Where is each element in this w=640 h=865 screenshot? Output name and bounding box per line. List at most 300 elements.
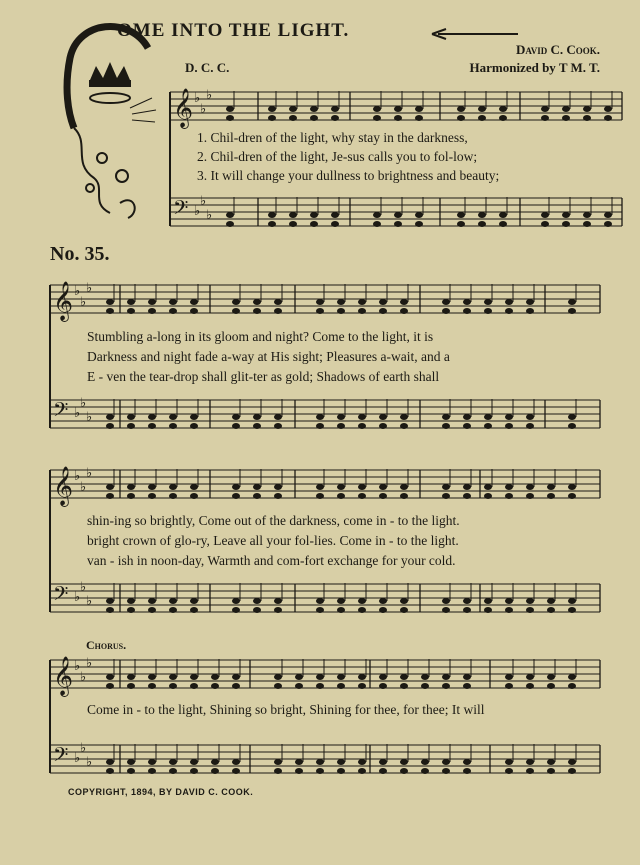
note-head (505, 299, 513, 305)
note-head (400, 299, 408, 305)
flat-icon: ♭ (86, 465, 93, 480)
note-head (316, 598, 324, 604)
note-head (289, 115, 297, 121)
note-head (190, 598, 198, 604)
flat-icon: ♭ (80, 669, 87, 684)
note-head (232, 414, 240, 420)
note-head (463, 683, 471, 689)
note-head (337, 768, 345, 774)
note-head (505, 683, 513, 689)
note-head (568, 607, 576, 613)
note-head (316, 768, 324, 774)
note-head (106, 598, 114, 604)
note-head (274, 423, 282, 429)
note-head (400, 493, 408, 499)
flat-icon: ♭ (74, 658, 81, 673)
note-head (463, 768, 471, 774)
note-head (274, 414, 282, 420)
lyric-line: Come in - to the light, Shining so bright, Shining for thee, for thee; It will (87, 702, 485, 717)
note-head (562, 221, 570, 227)
note-head (310, 212, 318, 218)
note-head (526, 607, 534, 613)
note-head (106, 484, 114, 490)
note-head (190, 759, 198, 765)
note-head (499, 106, 507, 112)
note-head (526, 423, 534, 429)
note-head (253, 493, 261, 499)
note-head (190, 768, 198, 774)
note-head (190, 299, 198, 305)
note-head (421, 683, 429, 689)
note-head (337, 607, 345, 613)
note-head (148, 493, 156, 499)
flat-icon: ♭ (86, 280, 93, 295)
note-head (310, 115, 318, 121)
note-head (484, 414, 492, 420)
note-head (169, 674, 177, 680)
note-head (148, 759, 156, 765)
bass-clef-icon: 𝄢 (173, 198, 189, 224)
bass-clef-icon: 𝄢 (53, 745, 69, 771)
note-head (505, 484, 513, 490)
flat-icon: ♭ (86, 409, 93, 424)
note-head (274, 683, 282, 689)
note-head (484, 308, 492, 314)
note-head (190, 414, 198, 420)
note-head (211, 683, 219, 689)
note-head (478, 221, 486, 227)
note-head (331, 115, 339, 121)
note-head (211, 759, 219, 765)
note-head (295, 674, 303, 680)
note-head (568, 683, 576, 689)
note-head (526, 598, 534, 604)
system-1-lyrics (197, 128, 499, 185)
flat-icon: ♭ (206, 87, 213, 102)
note-head (232, 759, 240, 765)
note-head (106, 683, 114, 689)
note-head (379, 414, 387, 420)
note-head (568, 493, 576, 499)
note-head (562, 115, 570, 121)
note-head (505, 414, 513, 420)
note-head (358, 683, 366, 689)
note-head (169, 299, 177, 305)
note-head (547, 768, 555, 774)
note-head (169, 683, 177, 689)
note-head (358, 414, 366, 420)
note-head (148, 299, 156, 305)
note-head (127, 414, 135, 420)
note-head (268, 115, 276, 121)
note-head (358, 423, 366, 429)
lyric-line: E - ven the tear-drop shall glit-ter as gold; Shadows of earth shall (87, 369, 440, 384)
note-head (526, 299, 534, 305)
note-head (169, 768, 177, 774)
hymn-title: OME INTO THE LIGHT. (117, 20, 350, 41)
note-head (394, 221, 402, 227)
note-head (400, 308, 408, 314)
note-head (400, 607, 408, 613)
note-head (463, 607, 471, 613)
note-head (541, 212, 549, 218)
note-head (190, 493, 198, 499)
note-head (358, 768, 366, 774)
note-head (457, 212, 465, 218)
note-head (169, 308, 177, 314)
hymn-initials: D. C. C. (185, 60, 230, 75)
note-head (127, 683, 135, 689)
note-head (484, 423, 492, 429)
note-head (373, 115, 381, 121)
note-head (442, 598, 450, 604)
note-head (106, 299, 114, 305)
note-head (316, 674, 324, 680)
note-head (463, 299, 471, 305)
note-head (400, 414, 408, 420)
note-head (274, 607, 282, 613)
bass-clef-icon: 𝄢 (53, 400, 69, 426)
lyric-line: shin-ing so brightly, Come out of the darkness, come in - to the light. (87, 513, 460, 528)
note-head (457, 115, 465, 121)
note-head (127, 493, 135, 499)
note-head (106, 768, 114, 774)
system-2-lyrics (87, 327, 450, 387)
note-head (358, 299, 366, 305)
note-head (547, 484, 555, 490)
note-head (568, 414, 576, 420)
note-head (232, 607, 240, 613)
note-head (499, 221, 507, 227)
note-head (337, 674, 345, 680)
note-head (295, 683, 303, 689)
treble-clef-icon: 𝄞 (173, 90, 194, 127)
note-head (415, 106, 423, 112)
note-head (457, 106, 465, 112)
note-head (226, 212, 234, 218)
note-head (274, 484, 282, 490)
note-head (295, 759, 303, 765)
note-head (526, 414, 534, 420)
note-head (505, 493, 513, 499)
note-head (373, 221, 381, 227)
note-head (442, 607, 450, 613)
note-head (106, 423, 114, 429)
note-head (526, 493, 534, 499)
note-head (106, 493, 114, 499)
note-head (484, 484, 492, 490)
note-head (583, 212, 591, 218)
note-head (583, 115, 591, 121)
lyric-line: Stumbling a-long in its gloom and night? Come to the light, it is (87, 329, 434, 344)
flat-icon: ♭ (194, 90, 201, 105)
note-head (253, 414, 261, 420)
note-head (379, 299, 387, 305)
note-head (190, 683, 198, 689)
note-head (505, 768, 513, 774)
system-4-lyrics (87, 700, 484, 720)
lyric-line: 3. It will change your dullness to brightness and beauty; (197, 168, 500, 183)
flat-icon: ♭ (80, 294, 87, 309)
note-head (127, 299, 135, 305)
note-head (127, 484, 135, 490)
note-head (337, 493, 345, 499)
note-head (505, 759, 513, 765)
note-head (169, 484, 177, 490)
note-head (400, 484, 408, 490)
note-head (169, 414, 177, 420)
note-head (400, 759, 408, 765)
note-head (415, 212, 423, 218)
flat-icon: ♭ (80, 740, 87, 755)
note-head (379, 423, 387, 429)
note-head (379, 768, 387, 774)
note-head (316, 414, 324, 420)
note-head (394, 212, 402, 218)
note-head (526, 484, 534, 490)
note-head (358, 674, 366, 680)
lyric-line: van - ish in noon-day, Warmth and com-fort exchange for your cold. (87, 553, 456, 568)
note-head (316, 308, 324, 314)
note-head (484, 299, 492, 305)
note-head (331, 221, 339, 227)
note-head (478, 106, 486, 112)
note-head (457, 221, 465, 227)
flat-icon: ♭ (74, 589, 81, 604)
note-head (373, 212, 381, 218)
note-head (562, 212, 570, 218)
note-head (253, 598, 261, 604)
note-head (379, 308, 387, 314)
note-head (442, 683, 450, 689)
note-head (295, 768, 303, 774)
note-head (484, 493, 492, 499)
note-head (211, 768, 219, 774)
note-head (484, 607, 492, 613)
note-head (526, 308, 534, 314)
flat-icon: ♭ (200, 101, 207, 116)
note-head (190, 308, 198, 314)
note-head (379, 674, 387, 680)
note-head (232, 768, 240, 774)
note-head (106, 414, 114, 420)
note-head (358, 308, 366, 314)
note-head (316, 423, 324, 429)
note-head (274, 493, 282, 499)
note-head (226, 115, 234, 121)
note-head (547, 683, 555, 689)
note-head (604, 115, 612, 121)
note-head (232, 299, 240, 305)
flat-icon: ♭ (74, 283, 81, 298)
note-head (568, 759, 576, 765)
note-head (169, 607, 177, 613)
note-head (148, 674, 156, 680)
note-head (568, 308, 576, 314)
note-head (358, 607, 366, 613)
note-head (568, 423, 576, 429)
note-head (505, 308, 513, 314)
note-head (400, 674, 408, 680)
note-head (394, 106, 402, 112)
note-head (148, 598, 156, 604)
flat-icon: ♭ (80, 395, 87, 410)
note-head (541, 115, 549, 121)
note-head (400, 423, 408, 429)
note-head (316, 683, 324, 689)
note-head (442, 308, 450, 314)
note-head (226, 106, 234, 112)
note-head (274, 759, 282, 765)
treble-clef-icon: 𝄞 (53, 468, 74, 505)
flat-icon: ♭ (74, 468, 81, 483)
lyric-line: Darkness and night fade a-way at His sight; Pleasures a-wait, and a (87, 349, 450, 364)
note-head (106, 674, 114, 680)
note-head (400, 683, 408, 689)
note-head (568, 299, 576, 305)
note-head (463, 759, 471, 765)
note-head (337, 759, 345, 765)
flat-icon: ♭ (194, 203, 201, 218)
note-head (331, 106, 339, 112)
note-head (526, 674, 534, 680)
flat-icon: ♭ (74, 405, 81, 420)
note-head (274, 674, 282, 680)
note-head (337, 299, 345, 305)
note-head (316, 759, 324, 765)
note-head (232, 598, 240, 604)
note-head (442, 484, 450, 490)
note-head (289, 212, 297, 218)
note-head (289, 221, 297, 227)
note-head (421, 674, 429, 680)
note-head (190, 423, 198, 429)
note-head (274, 308, 282, 314)
note-head (148, 683, 156, 689)
note-head (562, 106, 570, 112)
treble-clef-icon: 𝄞 (53, 658, 74, 695)
note-head (274, 598, 282, 604)
note-head (316, 493, 324, 499)
note-head (232, 423, 240, 429)
note-head (253, 423, 261, 429)
note-head (568, 598, 576, 604)
flat-icon: ♭ (200, 193, 207, 208)
note-head (253, 607, 261, 613)
flat-icon: ♭ (86, 593, 93, 608)
note-head (379, 607, 387, 613)
note-head (310, 106, 318, 112)
note-head (547, 598, 555, 604)
note-head (379, 484, 387, 490)
system-3-lyrics (87, 511, 460, 571)
note-head (478, 212, 486, 218)
note-head (232, 493, 240, 499)
note-head (541, 106, 549, 112)
note-head (316, 607, 324, 613)
flat-icon: ♭ (86, 655, 93, 670)
note-head (127, 607, 135, 613)
note-head (268, 221, 276, 227)
copyright-notice: COPYRIGHT, 1894, BY DAVID C. COOK. (68, 787, 254, 797)
note-head (442, 414, 450, 420)
note-head (442, 423, 450, 429)
flat-icon: ♭ (80, 579, 87, 594)
note-head (526, 768, 534, 774)
note-head (463, 493, 471, 499)
note-head (604, 212, 612, 218)
note-head (232, 674, 240, 680)
note-head (337, 308, 345, 314)
note-head (526, 759, 534, 765)
note-head (148, 423, 156, 429)
note-head (268, 212, 276, 218)
note-head (442, 768, 450, 774)
note-head (415, 115, 423, 121)
lyric-line: 2. Chil-dren of the light, Je-sus calls you to fol-low; (197, 149, 478, 164)
note-head (268, 106, 276, 112)
flat-icon: ♭ (206, 207, 213, 222)
note-head (106, 759, 114, 765)
note-head (442, 299, 450, 305)
note-head (379, 759, 387, 765)
chorus-label: Chorus. (86, 638, 127, 652)
flat-icon: ♭ (86, 754, 93, 769)
note-head (337, 423, 345, 429)
note-head (358, 493, 366, 499)
lyric-line: 1. Chil-dren of the light, why stay in the darkness, (197, 130, 468, 145)
note-head (379, 598, 387, 604)
note-head (289, 106, 297, 112)
note-head (169, 598, 177, 604)
note-head (232, 683, 240, 689)
note-head (505, 607, 513, 613)
note-head (547, 607, 555, 613)
note-head (505, 423, 513, 429)
note-head (127, 423, 135, 429)
note-head (358, 759, 366, 765)
note-head (442, 674, 450, 680)
note-head (211, 674, 219, 680)
note-head (253, 308, 261, 314)
note-head (337, 484, 345, 490)
note-head (394, 115, 402, 121)
note-head (337, 683, 345, 689)
note-head (316, 299, 324, 305)
note-head (463, 484, 471, 490)
note-head (190, 607, 198, 613)
note-head (505, 598, 513, 604)
note-head (253, 484, 261, 490)
lyric-line: bright crown of glo-ry, Leave all your fol-lies. Come in - to the light. (87, 533, 459, 548)
note-head (148, 768, 156, 774)
note-head (400, 768, 408, 774)
note-head (190, 484, 198, 490)
note-head (148, 308, 156, 314)
note-head (463, 423, 471, 429)
note-head (226, 221, 234, 227)
note-head (526, 683, 534, 689)
note-head (547, 759, 555, 765)
note-head (358, 598, 366, 604)
flat-icon: ♭ (80, 479, 87, 494)
note-head (337, 598, 345, 604)
note-head (463, 414, 471, 420)
note-head (127, 674, 135, 680)
bass-clef-icon: 𝄢 (53, 584, 69, 610)
note-head (442, 759, 450, 765)
note-head (106, 607, 114, 613)
